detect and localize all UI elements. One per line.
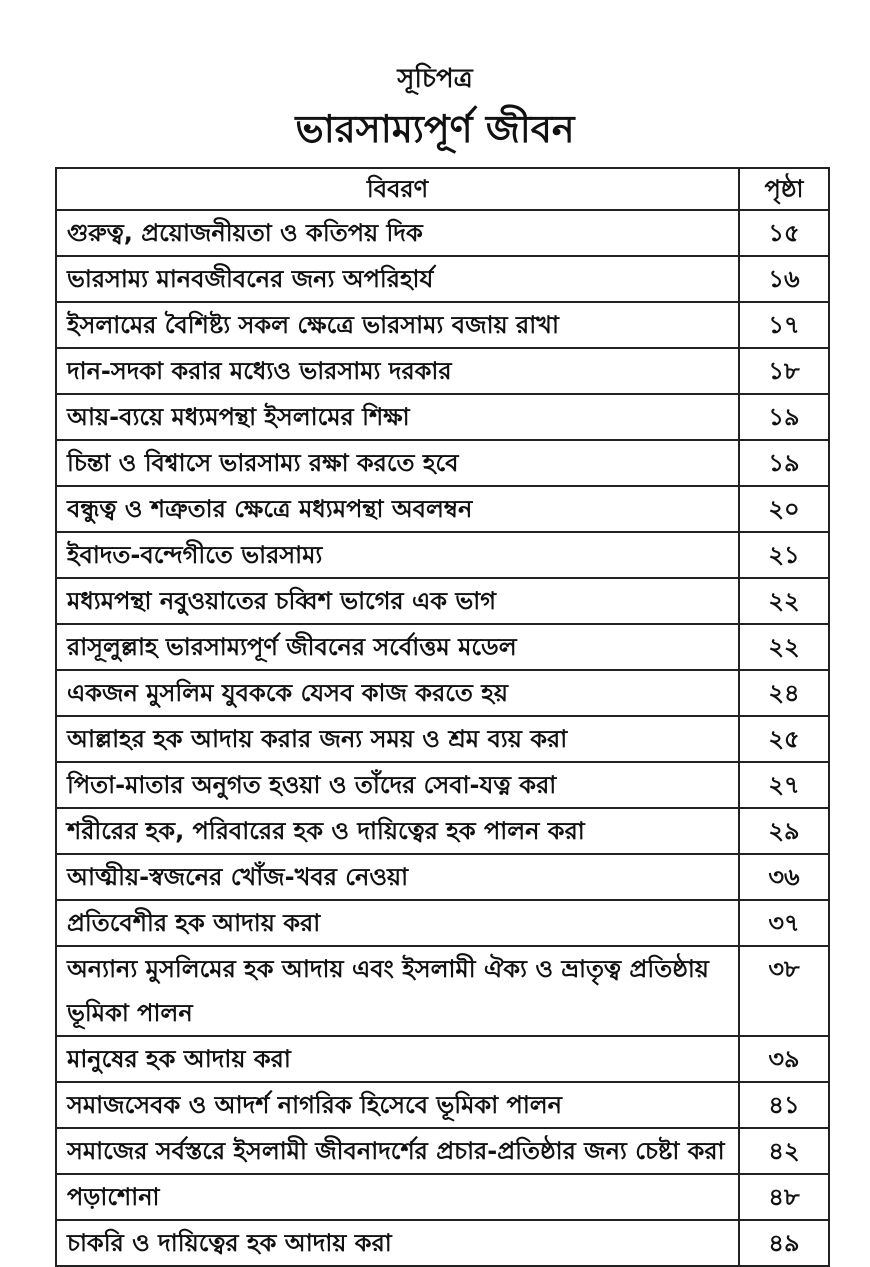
table-row [56,900,829,946]
table-row [56,1128,829,1174]
entry-description: ইসলামের বৈশিষ্ট্য সকল ক্ষেত্রে ভারসাম্য বজায় রাখা [56,302,739,348]
entry-page: ২৫ [739,716,829,762]
entry-description: মধ্যমপন্থা নবুওয়াতের চব্বিশ ভাগের এক ভাগ [56,578,739,624]
table-row [56,302,829,348]
document-title: ভারসাম্যপূর্ণ জীবন [295,107,575,151]
entry-page: ৩৭ [739,900,829,946]
entry-page: ১৭ [739,302,829,348]
table-row [56,1082,829,1128]
description-header: বিবরণ [56,168,739,210]
entry-page: ২৭ [739,762,829,808]
table-row [56,624,829,670]
entry-page: ২২ [739,578,829,624]
entry-page: ২২ [739,624,829,670]
entry-description: আল্লাহর হক আদায় করার জন্য সময় ও শ্রম ব্যয় করা [56,716,739,762]
header-row [56,168,829,210]
entry-description: পড়াশোনা [56,1174,739,1220]
entry-page: ২৪ [739,670,829,716]
contents-table [55,167,830,1267]
entry-description: আয়-ব্যয়ে মধ্যমপন্থা ইসলামের শিক্ষা [56,394,739,440]
entry-description: বন্ধুত্ব ও শত্রুতার ক্ষেত্রে মধ্যমপন্থা অবলম্বন [56,486,739,532]
entry-description: সমাজসেবক ও আদর্শ নাগরিক হিসেবে ভূমিকা পালন [56,1082,739,1128]
table-row [56,394,829,440]
table-row [56,210,829,256]
table-row [56,670,829,716]
table-row [56,1036,829,1082]
table-row [56,762,829,808]
entry-page: ১৮ [739,348,829,394]
entry-description: প্রতিবেশীর হক আদায় করা [56,900,739,946]
entry-description: একজন মুসলিম যুবককে যেসব কাজ করতে হয় [56,670,739,716]
page-header: পৃষ্ঠা [739,168,829,210]
entry-description: পিতা-মাতার অনুগত হওয়া ও তাঁদের সেবা-যত্ন করা [56,762,739,808]
entry-page: ৪১ [739,1082,829,1128]
table-row [56,348,829,394]
entry-description: রাসূলুল্লাহ ভারসাম্যপূর্ণ জীবনের সর্বোত্তম মডেল [56,624,739,670]
entry-page: ১৬ [739,256,829,302]
entry-page: ১৯ [739,394,829,440]
entry-page: ১৯ [739,440,829,486]
entry-description: গুরুত্ব, প্রয়োজনীয়তা ও কতিপয় দিক [56,210,739,256]
entry-description: অন্যান্য মুসলিমের হক আদায় এবং ইসলামী ঐক্য ও ভ্রাতৃত্ব প্রতিষ্ঠায় ভূমিকা পালন [56,946,739,1036]
entry-page: ১৫ [739,210,829,256]
entry-description: ভারসাম্য মানবজীবনের জন্য অপরিহার্য [56,256,739,302]
entry-page: ৩৮ [739,946,829,1036]
entry-page: ২৯ [739,808,829,854]
table-row [56,486,829,532]
entry-description: শরীরের হক, পরিবারের হক ও দায়িত্বের হক পালন করা [56,808,739,854]
entry-description: দান-সদকা করার মধ্যেও ভারসাম্য দরকার [56,348,739,394]
table-row [56,440,829,486]
table-row [56,1220,829,1266]
table-row [56,854,829,900]
entry-page: ৪৯ [739,1220,829,1266]
table-row [56,256,829,302]
entry-description: আত্মীয়-স্বজনের খোঁজ-খবর নেওয়া [56,854,739,900]
entry-page: ৩৬ [739,854,829,900]
table-row [56,946,829,1036]
table-row [56,808,829,854]
table-row [56,716,829,762]
entry-description: সমাজের সর্বস্তরে ইসলামী জীবনাদর্শের প্রচার-প্রতিষ্ঠার জন্য চেষ্টা করা [56,1128,739,1174]
entry-description: চিন্তা ও বিশ্বাসে ভারসাম্য রক্ষা করতে হবে [56,440,739,486]
table-row [56,532,829,578]
entry-page: ৪২ [739,1128,829,1174]
entry-page: ৩৯ [739,1036,829,1082]
entry-description: মানুষের হক আদায় করা [56,1036,739,1082]
entry-page: ৪৮ [739,1174,829,1220]
entry-page: ২০ [739,486,829,532]
table-row [56,578,829,624]
entry-page: ২১ [739,532,829,578]
entry-description: চাকরি ও দায়িত্বের হক আদায় করা [56,1220,739,1266]
entry-description: ইবাদত-বন্দেগীতে ভারসাম্য [56,532,739,578]
table-row [56,1174,829,1220]
document-subtitle: সূচিপত্র [397,64,473,94]
